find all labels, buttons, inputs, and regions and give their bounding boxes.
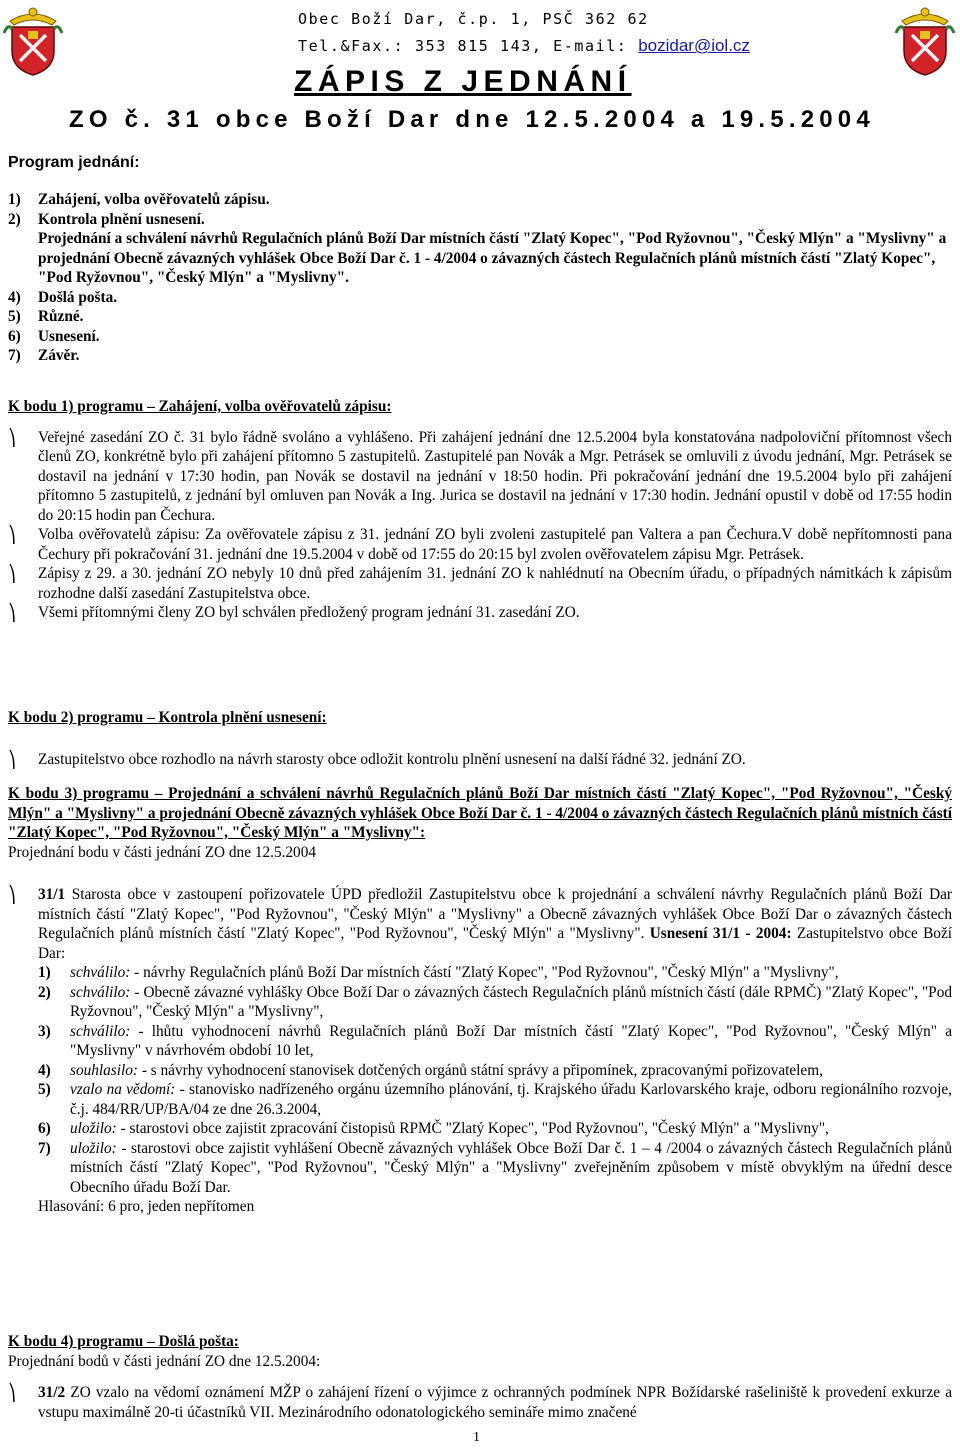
section-heading: K bodu 1) programu – Zahájení, volba ověřovatelů zápisu:: [8, 398, 392, 415]
resolution-point: 7) uložilo: - starostovi obce zajistit vyhlášení Obecně závazných vyhlášek Obce Boží Dar č. 1 – 4 /2004 o závazných částech Regulačních plánů místních částí "Zlatý Kopec", "Pod Ryžovnou", "Český Mlýn" a "Myslivny" zveřejněním způsobem v místě obvyklým na úřední desce Obecního úřadu Boží Dar.: [38, 1139, 952, 1196]
letterhead-address: Obec Boží Dar, č.p. 1, PSČ 362 62: [298, 10, 649, 28]
bullet-item: ⎞ Zápisy z 29. a 30. jednání ZO nebyly 10 dnů před zahájením 31. jednání ZO k nahlédnutí na Obecním úřadu, o případných námitkách k zápisům rozhodne další zasedání Zastupitelstva obce.: [8, 564, 952, 602]
resolution-item: ⎞ 31/2 ZO vzalo na vědomí oznámení MŽP o zahájení řízení o výjimce z ochranných podmínek NPR Božídarské rašeliniště k provedení exkurze a vstupu maximálně 20-ti účastníků VII. Mezinárodního odonatologického semináře mimo značené: [8, 1383, 952, 1421]
bullet-item: ⎞ Všemi přítomnými členy ZO byl schválen předložený program jednání 31. zasedání ZO.: [8, 603, 580, 622]
bracket-bullet-icon: ⎞: [8, 885, 16, 904]
bullet-item: ⎞ Volba ověřovatelů zápisu: Za ověřovatele zápisu z 31. jednání ZO byli zvoleni zastupitelé pan Valtera a pan Čechura.V době nepřítomnosti pana Čechury při pokračování 31. jednání dne 19.5.2004 v době od 17:55 do 20:15 byl zvolen ověřovatelem zápisu Mgr. Petrásek.: [8, 525, 952, 563]
resolution-label: Usnesení 31/1 - 2004:: [649, 925, 792, 942]
page-title: ZÁPIS Z JEDNÁNÍ: [294, 65, 632, 98]
section-heading: K bodu 2) programu – Kontrola plnění usnesení:: [8, 709, 327, 726]
section-4: [8, 1332, 952, 1422]
contact-phone: Tel.&Fax.: 353 815 143, E-mail:: [298, 37, 639, 55]
bracket-bullet-icon: ⎞: [8, 564, 16, 583]
bracket-bullet-icon: ⎞: [8, 603, 16, 622]
program-item: 2) Kontrola plnění usnesení.: [8, 210, 205, 228]
coat-of-arms-icon: [892, 3, 958, 77]
program-item: 6) Usnesení.: [8, 327, 100, 345]
vote-result: Hlasování: 6 pro, jeden nepřítomen: [38, 1198, 255, 1215]
bullet-item: ⎞ Zastupitelstvo obce rozhodlo na návrh starosty obce odložit kontrolu plnění usnesení na další řádné 32. jednání ZO.: [8, 749, 746, 769]
section-2: [8, 708, 952, 769]
program-list: [8, 190, 954, 366]
section-subheading: Projednání bodů v části jednání ZO dne 12.5.2004:: [8, 1352, 321, 1370]
program-item: 4) Došlá pošta.: [8, 288, 118, 306]
resolution-item: ⎞ 31/1 Starosta obce v zastoupení pořizovatele ÚPD předložil Zastupitelstvu obce k projednání a schválení návrhy Regulačních plánů Boží Dar místních částí "Zlatý Kopec", "Pod Ryžovnou", "Český Mlýn" a "Myslivny" a Obecně závazných vyhlášek Obce Boží Dar o závazných částech Regulačních plánů místních částí "Zlatý Kopec", "Pod Ryžovnou", "Český Mlýn" a "Myslivny". Usnesení 31/1 - 2004: Zastupitelstvo obce Boží Dar:: [8, 885, 952, 962]
resolution-point: 5) vzalo na vědomí: - stanovisko nadřízeného orgánu územního plánování, tj. Krajského úřadu Karlovarského kraje, odboru regionálního rozvoje, č.j. 484/RR/UP/BA/04 ze dne 26.3.2004,: [38, 1081, 952, 1118]
section-1: [8, 397, 952, 623]
section-3: [8, 784, 952, 1217]
section-heading: K bodu 3) programu – Projednání a schválení návrhů Regulačních plánů Boží Dar místních částí "Zlatý Kopec", "Pod Ryžovnou", "Český Mlýn" a "Myslivny" a projednání Obecně závazných vyhlášek Obce Boží Dar č. 1 - 4/2004 o závazných částech Regulačních plánů místních částí "Zlatý Kopec", "Pod Ryžovnou", "Český Mlýn" a "Myslivny":: [8, 785, 952, 841]
resolution-point: 1) schválilo: - návrhy Regulačních plánů Boží Dar místních částí "Zlatý Kopec", "Pod Ryžovnou", "Český Mlýn" a "Myslivny",: [38, 964, 839, 981]
program-item: Projednání a schválení návrhů Regulačních plánů Boží Dar místních částí "Zlatý Kopec", "Pod Ryžovnou", "Český Mlýn" a "Myslivny" a projednání Obecně závazných vyhlášek Obce Boží Dar č. 1 - 4/2004 o závazných částech Regulačních plánů místních částí "Zlatý Kopec", "Pod Ryžovnou", "Český Mlýn" a "Myslivny".: [38, 230, 947, 286]
bracket-bullet-icon: ⎞: [8, 525, 16, 544]
resolution-point: 4) souhlasilo: - s návrhy vyhodnocení stanovisek dotčených orgánů státní správy a připomínek, zpracovanými pořizovatelem,: [38, 1061, 823, 1079]
bullet-item: ⎞ Veřejné zasedání ZO č. 31 bylo řádně svoláno a vyhlášeno. Při zahájení jednání dne 12.5.2004 byla konstatována nadpoloviční přítomnost všech členů ZO, konkrétně bylo při zahájení přítomno 5 zastupitelů. Zastupitelé pan Novák a Mgr. Petrásek se omluvili z úvodu jednání, Mgr. Petrásek se dostavil na jednání v 17:30 hodin, pan Novák se dostavil na jednání v 18:50 hodin. Při pokračování jednání dne 19.5.2004 bylo při zahájení přítomno 5 zastupitelů, z jednání byl omluven pan Novák a Ing. Jurica se dostavil na jednání v 17:30 hodin. Jednání opustil v době od 17:55 hodin do 20:15 hodin pan Čechura.: [8, 427, 952, 524]
section-heading: K bodu 4) programu – Došlá pošta:: [8, 1333, 239, 1350]
page-number: 1: [473, 1430, 480, 1445]
email-link[interactable]: bozidar@iol.cz: [638, 36, 750, 55]
resolution-point: 6) uložilo: - starostovi obce zajistit zpracování čistopisů RPMČ "Zlatý Kopec", "Pod Ryžovnou", "Český Mlýn" a "Myslivny",: [38, 1120, 829, 1137]
resolution-point: 2) schválilo: - Obecně závazné vyhlášky Obce Boží Dar o závazných částech Regulačních plánů místních částí (dále RPMČ) "Zlatý Kopec", "Pod Ryžovnou", "Český Mlýn" a "Myslivny",: [38, 983, 952, 1020]
section-subheading: Projednání bodu v části jednání ZO dne 12.5.2004: [8, 843, 317, 861]
coat-of-arms-icon: [0, 3, 66, 77]
program-label: Program jednání:: [8, 154, 140, 171]
program-item: 7) Závěr.: [8, 347, 80, 364]
bracket-bullet-icon: ⎞: [8, 427, 16, 447]
resolution-point: 3) schválilo: - lhůtu vyhodnocení návrhů Regulačních plánů Boží Dar místních částí "Zlatý Kopec", "Pod Ryžovnou", "Český Mlýn" a "Myslivny" v návrhovém období 10 let,: [38, 1022, 952, 1059]
page-subtitle: ZO č. 31 obce Boží Dar dne 12.5.2004 a 19.5.2004: [69, 106, 875, 133]
program-item: 1) Zahájení, volba ověřovatelů zápisu.: [8, 191, 270, 208]
bracket-bullet-icon: ⎞: [8, 749, 16, 769]
letterhead-contact: [298, 36, 750, 57]
resolution-number: 31/1: [38, 886, 66, 903]
resolution-number: 31/2: [38, 1384, 66, 1401]
bracket-bullet-icon: ⎞: [8, 1383, 16, 1402]
program-item: 5) Různé.: [8, 308, 84, 325]
